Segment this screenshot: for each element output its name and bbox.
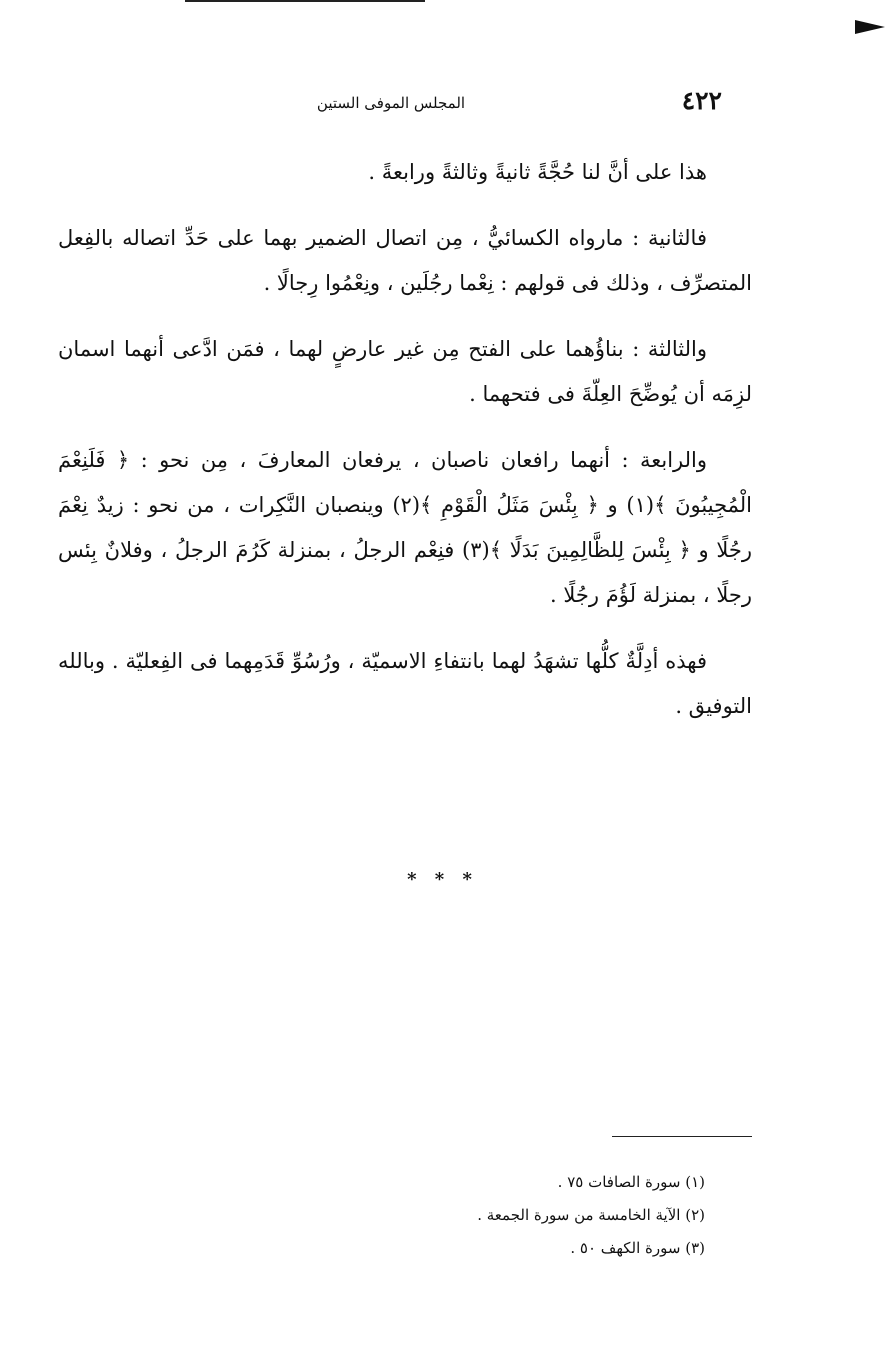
paragraph-4: والرابعة : أنهما رافعان ناصبان ، يرفعان المعارفَ ، مِن نحو : ﴿ فَلَنِعْمَ الْمُجِيبُونَ ﴾(١) و ﴿ بِئْسَ مَثَلُ الْقَوْمِ ﴾(٢) وينصبان النَّكِرات ، من نحو : زيدٌ نِعْمَ رجُلًا و ﴿ بِئْسَ لِلظَّالِمِينَ بَدَلًا ﴾(٣) فنِعْم الرجلُ ، بمنزلة كَرُمَ الرجلُ ، وفلانٌ بِئس رجلًا ، بمنزلة لَؤُمَ رجُلًا .	[58, 448, 752, 607]
footnotes	[225, 1166, 705, 1265]
corner-arrow-icon	[855, 20, 885, 34]
page-number: ٤٢٢	[681, 86, 722, 115]
paragraph-5: فهذه أدِلَّةٌ كلُّها تشهَدُ لهما بانتفاءِ الاسميّة ، ورُسُوِّ قَدَمِهما فى الفِعليّة . وبالله التوفيق .	[58, 649, 752, 718]
main-text	[58, 150, 752, 729]
paragraph-3: والثالثة : بناؤُهما على الفتح مِن غير عارضٍ لهما ، فمَن ادَّعى أنهما اسمان لزِمَه أن يُوضِّحَ العِلّةَ فى فتحهما .	[58, 337, 752, 406]
footnote-3: (٣) سورة الكهف ٥٠ .	[570, 1239, 705, 1257]
running-title: المجلس الموفى الستين	[316, 94, 466, 112]
top-edge-rule	[185, 0, 425, 2]
running-head	[60, 86, 722, 120]
footnote-rule	[612, 1136, 752, 1137]
paragraph-1: هذا على أنَّ لنا حُجَّةً ثانيةً وثالثةً ورابعةً .	[368, 160, 707, 184]
footnote-2: (٢) الآية الخامسة من سورة الجمعة .	[477, 1206, 705, 1224]
paragraph-2: فالثانية : مارواه الكسائيُّ ، مِن اتصال الضمير بهما على حَدِّ اتصاله بالفِعل المتصرِّف ، وذلك فى قولهم : نِعْما رجُلَين ، ونِعْمُوا رِجالًا .	[58, 226, 752, 295]
footnote-1: (١) سورة الصافات ٧٥ .	[557, 1173, 705, 1191]
section-separator: * * *	[407, 869, 478, 890]
